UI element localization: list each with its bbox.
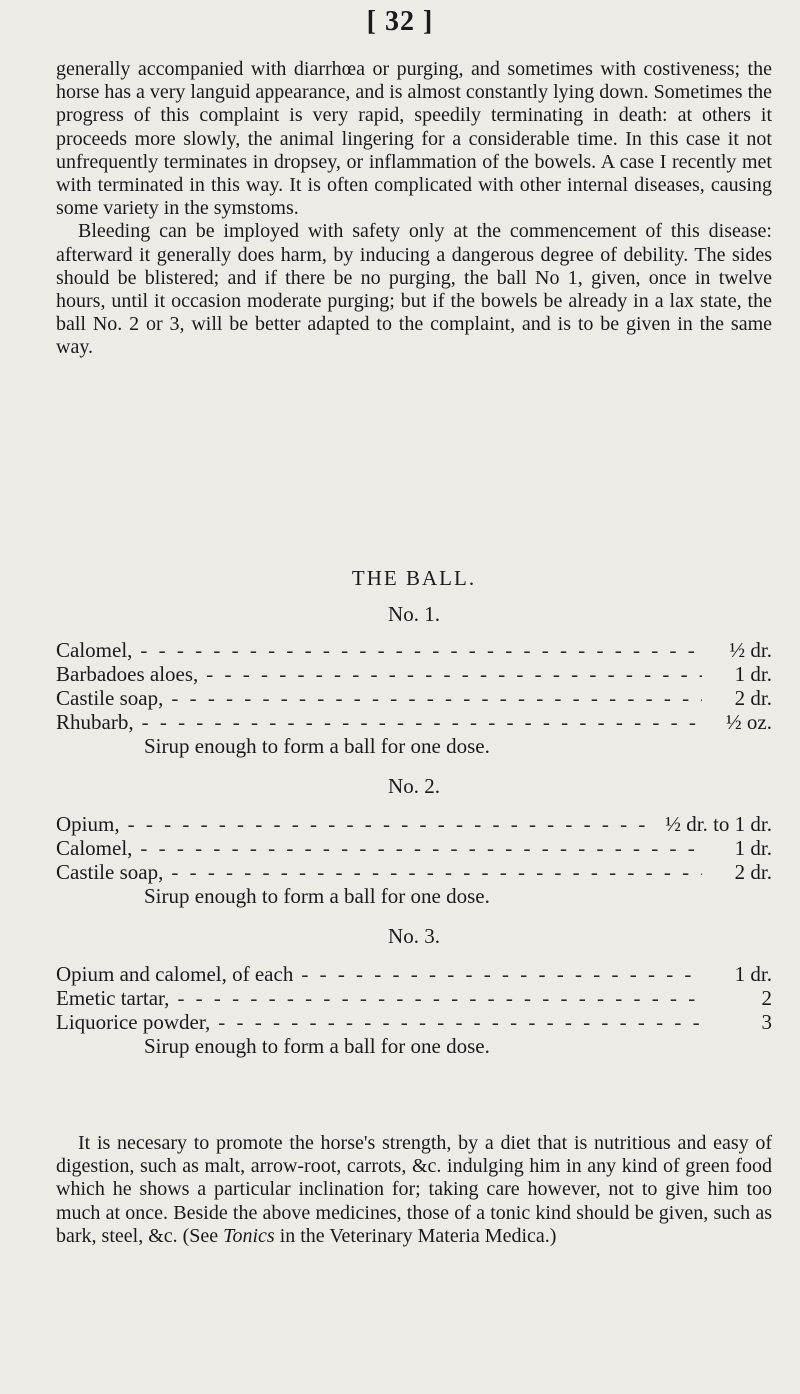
recipe-2-list <box>56 812 772 908</box>
ball-heading: THE BALL. <box>351 566 477 590</box>
closing-text <box>56 1132 772 1248</box>
paragraph-3 <box>56 1132 772 1248</box>
paragraph-1: generally accompanied with diarrhœa or purging, and sometimes with costiveness; the horse has a very languid appearance, and is almost constantly lying down. Sometimes the progress of this complaint is very rapid, speedily terminating in death: at others it proceeds more slowly, the animal lingering for a considerable time. In this case it not unfrequently terminates in dropsey, or inflammation of the bowels. A case I recently met with terminated in this way. It is often complicated with other internal diseases, causing some variety in the symstoms. <box>56 58 772 220</box>
ingredient-quantity: 2 <box>761 986 772 1010</box>
recipe-3-number: No. 3. <box>388 924 440 948</box>
recipe-2-number: No. 2. <box>388 774 440 798</box>
ingredient-quantity: 1 dr. <box>734 962 772 986</box>
paragraph-3-text: It is necesary to promote the horse's strength, by a diet that is nutritious and easy of digestion, such as malt, arrow-root, carrots, &c. indulging him in any kind of green food which he shows a particular inclination for; taking care however, not to give him too much at once. Beside the above medicines, those of a tonic kind should be given, such as bark, steel, &c. (See <box>56 1132 772 1247</box>
ingredient-quantity: 1 dr. <box>734 836 772 860</box>
recipe-row <box>56 962 772 986</box>
ingredient-quantity: ½ dr. <box>729 638 772 662</box>
recipe-row <box>56 638 772 662</box>
recipe-3-list <box>56 962 772 1058</box>
ingredient-name: Calomel, <box>56 836 133 860</box>
dot-leader <box>140 836 702 860</box>
dot-leader <box>171 686 702 710</box>
recipe-row <box>56 836 772 860</box>
ingredient-name: Calomel, <box>56 638 133 662</box>
recipe-row <box>56 1010 772 1034</box>
body-text <box>56 58 772 360</box>
ball-recipes <box>56 566 772 1058</box>
dot-leader <box>218 1010 702 1034</box>
paragraph-3-end: in the Veterinary Materia Medica.) <box>274 1224 557 1247</box>
recipe-row <box>56 812 772 836</box>
recipe-row <box>56 662 772 686</box>
dot-leader <box>142 710 702 734</box>
ingredient-quantity: 2 dr. <box>734 860 772 884</box>
ingredient-name: Opium and calomel, of each <box>56 962 294 986</box>
paragraph-2: Bleeding can be imployed with safety only at the commencement of this disease: afterward it generally does harm, by inducing a dangerous degree of debility. The sides should be blistered; and if there be no purging, the ball No 1, given, once in twelve hours, until it occasion moderate purging; but if the bowels be already in a lax state, the ball No. 2 or 3, will be better adapted to the complaint, and is to be given in the same way. <box>56 220 772 359</box>
recipe-row <box>56 710 772 734</box>
dot-leader <box>140 638 702 662</box>
recipe-row <box>56 686 772 710</box>
recipe-3-sirup: Sirup enough to form a ball for one dose. <box>144 1034 490 1058</box>
ingredient-name: Emetic tartar, <box>56 986 170 1010</box>
tonics-reference: Tonics <box>223 1224 275 1247</box>
ingredient-quantity: ½ oz. <box>725 710 772 734</box>
recipe-1-list <box>56 638 772 758</box>
ingredient-quantity: 1 dr. <box>734 662 772 686</box>
ingredient-name: Rhubarb, <box>56 710 134 734</box>
recipe-1-number: No. 1. <box>388 602 440 626</box>
dot-leader <box>177 986 702 1010</box>
ingredient-name: Opium, <box>56 812 120 836</box>
recipe-1-sirup: Sirup enough to form a ball for one dose. <box>144 734 490 758</box>
recipe-row <box>56 986 772 1010</box>
dot-leader <box>171 860 702 884</box>
recipe-row <box>56 860 772 884</box>
dot-leader <box>206 662 702 686</box>
ingredient-quantity: 2 dr. <box>734 686 772 710</box>
ingredient-name: Castile soap, <box>56 860 164 884</box>
ingredient-name: Castile soap, <box>56 686 164 710</box>
dot-leader <box>128 812 658 836</box>
ingredient-quantity: ½ dr. to 1 dr. <box>665 812 772 836</box>
recipe-2-sirup: Sirup enough to form a ball for one dose. <box>144 884 490 908</box>
dot-leader <box>301 962 702 986</box>
page-number: [ 32 ] <box>366 6 434 37</box>
ingredient-name: Barbadoes aloes, <box>56 662 199 686</box>
ingredient-quantity: 3 <box>761 1010 772 1034</box>
ingredient-name: Liquorice powder, <box>56 1010 211 1034</box>
